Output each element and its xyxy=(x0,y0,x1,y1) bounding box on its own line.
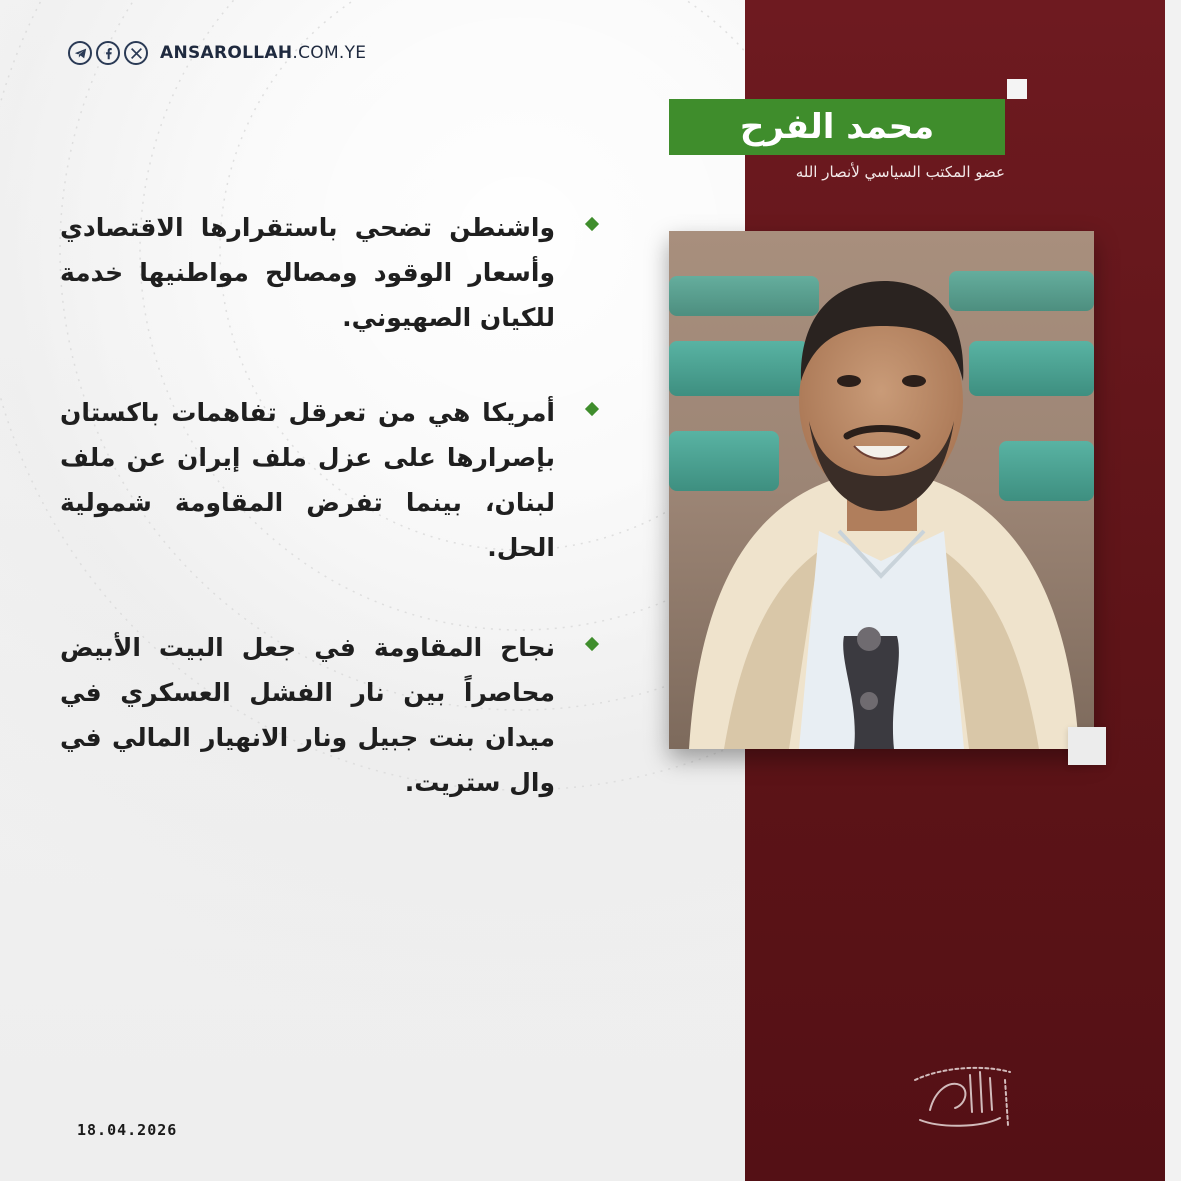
decor-square-top xyxy=(1007,79,1027,99)
x-icon[interactable] xyxy=(124,41,148,65)
bullet-text: واشنطن تضحي باستقرارها الاقتصادي وأسعار الوقود ومصالح مواطنيها خدمة للكيان الصهيوني. xyxy=(60,213,555,332)
bullet-item xyxy=(60,205,605,340)
person-name: محمد الفرح xyxy=(739,107,935,147)
ansarollah-logo-icon xyxy=(900,1050,1020,1140)
site-url[interactable] xyxy=(160,43,366,63)
brand-header xyxy=(68,38,366,68)
portrait-photo xyxy=(669,231,1094,749)
facebook-icon[interactable] xyxy=(96,41,120,65)
telegram-icon[interactable] xyxy=(68,41,92,65)
post-date: 18.04.2026 xyxy=(77,1121,178,1139)
site-url-rest: .COM.YE xyxy=(292,43,367,63)
site-url-bold: ANSAROLLAH xyxy=(160,43,293,63)
bullet-diamond-icon xyxy=(585,402,599,416)
bullet-text: أمريكا هي من تعرقل تفاهمات باكستان بإصرارها على عزل ملف إيران عن ملف لبنان، بينما تفرض المقاومة شمولية الحل. xyxy=(60,398,555,562)
bullet-item xyxy=(60,625,605,805)
name-banner xyxy=(669,99,1005,155)
bullet-item xyxy=(60,390,605,570)
bullet-diamond-icon xyxy=(585,637,599,651)
bullet-text: نجاح المقاومة في جعل البيت الأبيض محاصراً بين نار الفشل العسكري في ميدان بنت جبيل ونار الانهيار المالي في وال ستريت. xyxy=(60,633,555,797)
bullet-diamond-icon xyxy=(585,217,599,231)
person-role: عضو المكتب السياسي لأنصار الله xyxy=(795,163,1005,181)
decor-square-bottom xyxy=(1068,727,1106,765)
right-edge-strip xyxy=(1165,0,1181,1181)
